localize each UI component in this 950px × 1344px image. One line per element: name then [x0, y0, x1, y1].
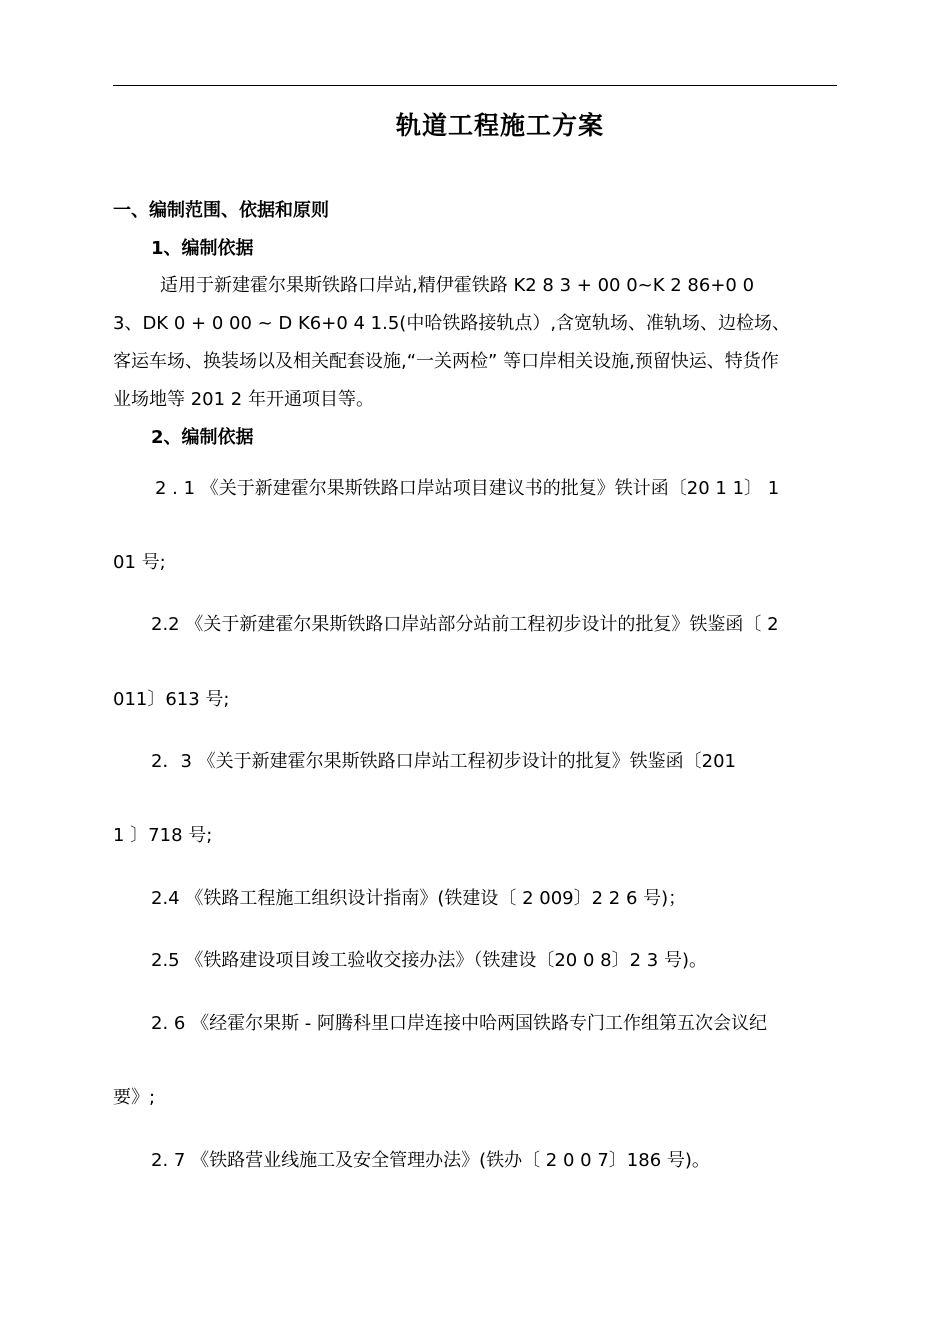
paragraph-line: 业场地等 201 2 年开通项目等。	[113, 389, 374, 410]
reference-item: 2. 7 《铁路营业线施工及安全管理办法》(铁办〔 2 0 0 7〕186 号)。	[151, 1150, 710, 1171]
paragraph-line: 3、DK 0 + 0 00 ~ D K6+0 4 1.5(中哈铁路接轨点）,含宽轨场、准轨场、边检场、	[113, 313, 791, 334]
reference-item: 2. 6 《经霍尔果斯 - 阿腾科里口岸连接中哈两国铁路专门工作组第五次会议纪	[151, 1013, 768, 1034]
reference-item-continued: 要》;	[113, 1087, 156, 1108]
section-heading: 一、编制范围、依据和原则	[113, 200, 329, 221]
page-title: 轨道工程施工方案	[395, 111, 604, 140]
reference-item: 2.2 《关于新建霍尔果斯铁路口岸站部分站前工程初步设计的批复》铁鉴函〔 2	[151, 614, 779, 635]
reference-item-continued: 011〕613 号;	[113, 689, 230, 710]
subsection-heading-scope: 1、编制依据	[151, 238, 254, 259]
header-rule	[113, 85, 837, 86]
paragraph-line: 客运车场、换装场以及相关配套设施,“一关两检” 等口岸相关设施,预留快运、特货作	[113, 351, 779, 372]
reference-item: 2.4 《铁路工程施工组织设计指南》(铁建设〔 2 009〕2 2 6 号)；	[151, 888, 687, 909]
subsection-heading-basis: 2、编制依据	[151, 427, 254, 448]
reference-item-continued: 1 〕718 号;	[113, 825, 213, 846]
paragraph-line: 适用于新建霍尔果斯铁路口岸站,精伊霍铁路 K2 8 3 + 00 0~K 2 86+0 0	[160, 275, 755, 296]
reference-item-continued: 01 号;	[113, 552, 166, 573]
reference-item: 2.5 《铁路建设项目竣工验收交接办法》（铁建设〔20 0 8〕2 3 号)。	[151, 950, 707, 971]
reference-item: 2．3 《关于新建霍尔果斯铁路口岸站工程初步设计的批复》铁鉴函〔201	[151, 751, 736, 772]
reference-item: 2 . 1 《关于新建霍尔果斯铁路口岸站项目建议书的批复》铁计函〔20 1 1〕 1	[155, 478, 780, 499]
